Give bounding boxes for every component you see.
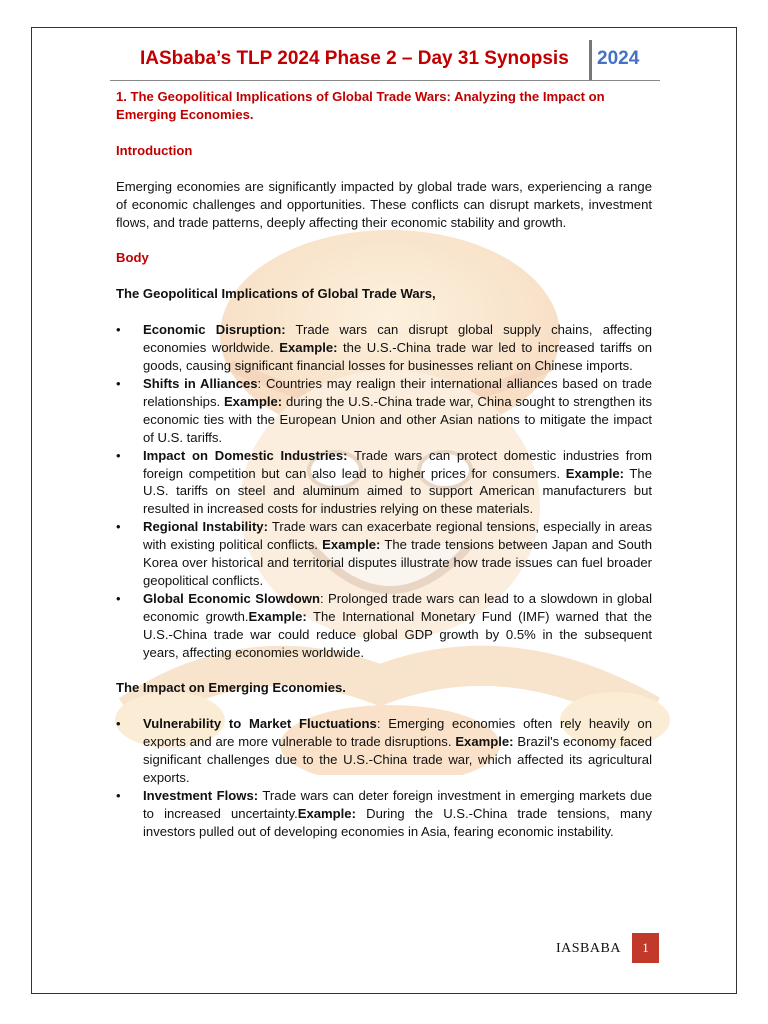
page-header (110, 38, 660, 81)
list-item: • Regional Instability: Trade wars can exacerbate regional tensions, especially in areas with existing political conflicts. Example: The trade tensions between Japan and South Korea over historical and territorial disputes illustrate how trade issues can fuel broader geopolitical conflicts. (116, 519, 653, 588)
section-title-implications: The Geopolitical Implications of Global Trade Wars, (116, 286, 436, 302)
list-item: • Impact on Domestic Industries: Trade wars can protect domestic industries from foreign competition but can also lead to higher prices for consumers. Example: The U.S. tariffs on steel and aluminum aimed to support American manufacturers but resulted in increased costs for industries relying on these materials. (116, 447, 652, 517)
header-year: 2024 (597, 48, 640, 69)
bullet-icon: • (116, 716, 121, 732)
bullet-icon: • (116, 447, 121, 463)
bullet-icon: • (116, 519, 121, 535)
introduction-text: Emerging economies are significantly impacted by global trade wars, experiencing a range of economic challenges and opportunities. These conflicts can disrupt markets, investment flows, and trade patterns, deeply affecting their economic stability and growth. (116, 178, 652, 230)
header-divider (589, 40, 592, 80)
emerging-economies-list (116, 715, 652, 840)
list-item: • Shifts in Alliances: Countries may realign their international alliances based on trade relationships. Example: during the U.S.-China trade war, China sought to strengthen its economic ties with the European Union and other Asian nations to mitigate the impact of U.S. tariffs. (116, 375, 652, 445)
bullet-icon: • (116, 322, 121, 338)
bullet-icon: • (116, 375, 121, 391)
section-title-emerging-economies: The Impact on Emerging Economies. (116, 680, 346, 696)
page-number: 1 (632, 933, 659, 963)
implications-list (116, 321, 652, 661)
introduction-heading: Introduction (116, 142, 193, 158)
document-content (116, 88, 652, 841)
list-item: • Global Economic Slowdown: Prolonged trade wars can lead to a slowdown in global economic growth.Example: The International Monetary Fund (IMF) warned that the U.S.-China trade war could reduce global GDP growth by 0.5% in the subsequent years, affecting economies worldwide. (116, 590, 653, 660)
bullet-icon: • (116, 590, 121, 606)
document-title: IASbaba’s TLP 2024 Phase 2 – Day 31 Synopsis (140, 48, 569, 69)
bullet-icon: • (116, 788, 121, 803)
body-heading: Body (116, 250, 149, 266)
question-title: 1. The Geopolitical Implications of Global Trade Wars: Analyzing the Impact on Emerging Economies. (116, 89, 605, 122)
footer-brand-label: IASBABA (556, 941, 621, 956)
list-item: • Investment Flows: Trade wars can deter foreign investment in emerging markets due to increased uncertainty.Example: During the U.S.-China trade tensions, many investors pulled out of developing economies in Asia, fearing economic instability. (116, 788, 653, 839)
list-item: • Economic Disruption: Trade wars can disrupt global supply chains, affecting economies worldwide. Example: the U.S.-China trade war led to increased tariffs on goods, causing significant financial losses for businesses reliant on Chinese imports. (116, 322, 653, 374)
list-item: • Vulnerability to Market Fluctuations: Emerging economies often rely heavily on exports and are more vulnerable to trade disruptions. Example: Brazil's economy faced significant challenges due to the U.S.-China trade war, which affected its agricultural exports. (116, 716, 652, 786)
